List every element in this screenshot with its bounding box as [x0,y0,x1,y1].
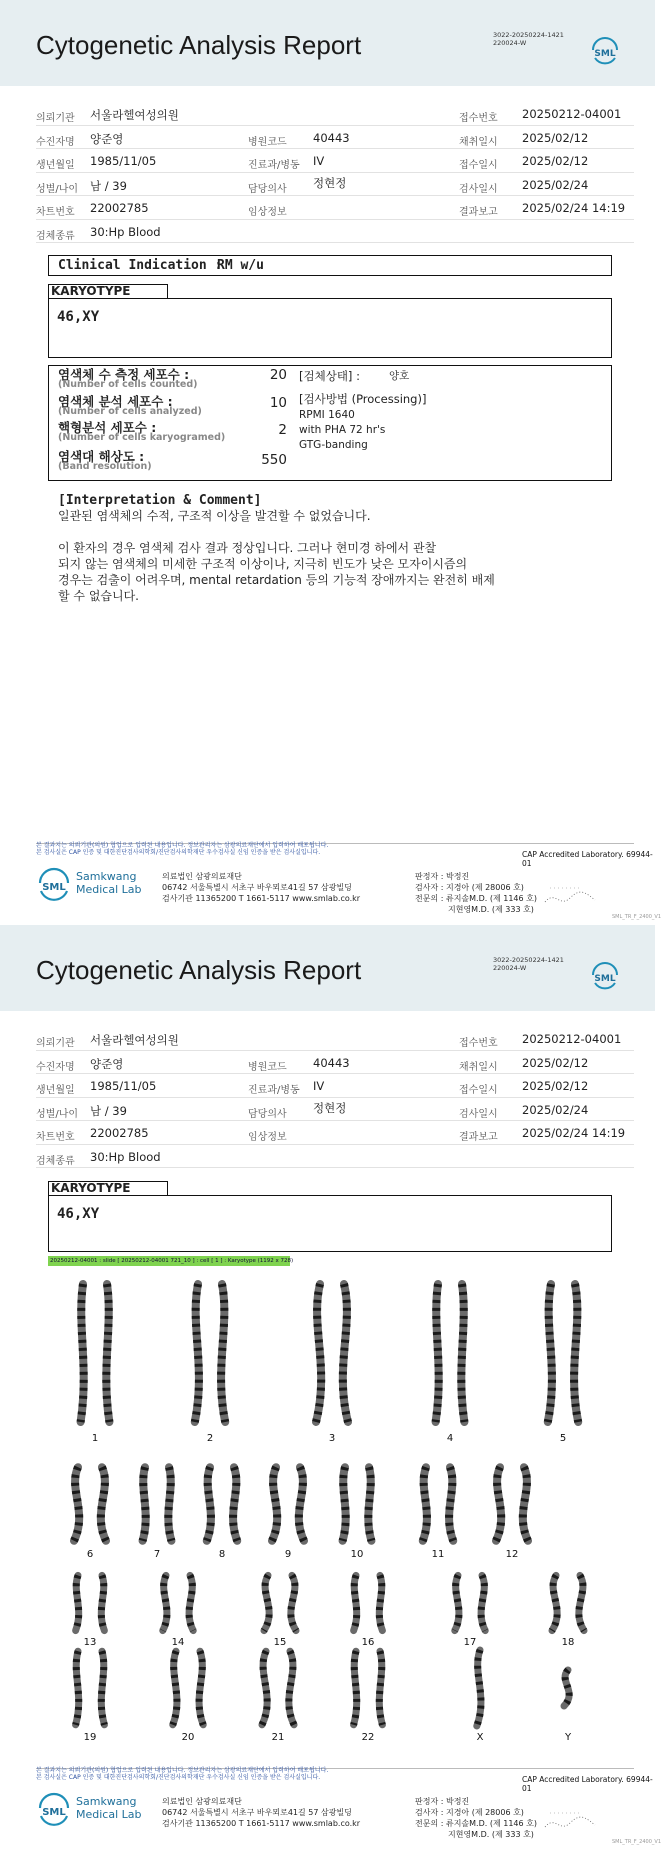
institution-label: 의뢰기관 [36,1038,75,1049]
info-row [36,126,634,150]
form-id: SML_TR_F_2400_V1 [612,1839,661,1845]
birth-label: 생년월일 [36,1085,75,1096]
specimen-value: 30:Hp Blood [90,1149,161,1164]
hospital-code-label: 병원코드 [248,1061,287,1073]
doctor-label: 담당의사 [248,1108,287,1120]
chromosome-pair-Y [538,1648,598,1728]
sex-age-label: 성별/나이 [36,183,79,195]
institution-label: 의뢰기관 [36,113,75,124]
dept-label: 진료과/병동 [248,1085,300,1096]
info-row [36,196,634,220]
chromosome-label: 10 [350,1549,364,1560]
result-label: 결과보고 [459,207,498,218]
chromosome-pair-5 [533,1278,593,1428]
dept-value: IV [313,1079,325,1093]
karyotype-label: KARYOTYPE [48,284,168,298]
report-title: Cytogenetic Analysis Report [36,955,362,985]
processing-label: [검사방법 (Processing)] [299,392,427,406]
chromosome-label: 18 [561,1637,575,1648]
report-title: Cytogenetic Analysis Report [36,30,362,60]
info-row [36,102,634,126]
receipt-value: 20250212-04001 [522,107,622,121]
patient-value: 양준영 [90,1056,124,1071]
collect-date-value: 2025/02/12 [522,1055,589,1070]
chromosome-label: 5 [559,1433,567,1444]
footer-specialist: 전문의 : 류지솔M.D. (제 1146 호) [415,1819,537,1828]
collect-date-value: 2025/02/12 [522,130,589,145]
report-code-line: 3022-20250224-1421 [493,31,564,39]
chart-value: 22002785 [90,1126,149,1140]
band-resolution-sublabel: (Band resolution) [58,461,152,472]
chromosome-pair-22 [338,1648,398,1728]
chromosome-label: X [476,1732,484,1743]
footer-org: 의료법인 삼광의료재단 [162,872,242,881]
interpretation-label: [Interpretation & Comment] [58,493,262,508]
chromosome-label: 6 [86,1549,94,1560]
svg-text:SML: SML [594,49,616,59]
report-page-2 [0,925,661,1850]
birth-value: 1985/11/05 [90,154,157,168]
receive-date-label: 접수일시 [459,160,498,171]
report-code [493,956,564,972]
chromosome-pair-2 [180,1278,240,1428]
chromosome-pair-15 [250,1573,310,1633]
info-row [36,1121,634,1145]
cap-accreditation: CAP Accredited Laboratory. 69944-01 [522,1775,653,1793]
samkwang-name [76,1795,142,1821]
footer-inspector: 검사자 : 지경아 (제 28006 호) [415,883,524,892]
chromosome-pair-17 [440,1573,500,1633]
footer-note: 본 검사실은 CAP 인증 및 대한진단검사의학회/진단검사의학재단 우수검사실 신임 인증을 받은 검사실입니다. [36,849,321,856]
chromosome-label: 3 [328,1433,336,1444]
info-row [36,1074,634,1098]
interpretation-line: 경우는 검출이 어려우며, mental retardation 등의 기능적 장애까지는 완전히 배제 [58,573,495,587]
receive-date-value: 2025/02/12 [522,1079,589,1093]
chromosome-label: 15 [273,1637,287,1648]
chromosome-pair-21 [248,1648,308,1728]
birth-label: 생년월일 [36,160,75,171]
result-value: 2025/02/24 14:19 [522,201,626,215]
chromosome-pair-14 [148,1573,208,1633]
sex-age-label: 성별/나이 [36,1108,79,1120]
footer-contact: 검사기관 11365200 T 1661-5117 www.smlab.co.kr [162,894,361,903]
sex-age-value: 남 / 39 [90,1103,127,1118]
chart-value: 22002785 [90,201,149,215]
specimen-label: 검체종류 [36,230,75,242]
interpretation-line: 이 환자의 경우 염색체 검사 결과 정상입니다. 그러나 현미경 하에서 관찰 [58,541,437,555]
chromosome-pair-12 [482,1464,542,1544]
footer-specialist: 지현영M.D. (제 333 호) [448,1830,534,1839]
chromosome-pair-8 [192,1464,252,1544]
processing-line: with PHA 72 hr's [299,424,386,436]
hospital-code-value: 40443 [313,1055,350,1070]
cells-analyzed-sublabel: (Number of cells analyzed) [58,406,202,417]
birth-value: 1985/11/05 [90,1079,157,1093]
chromosome-pair-20 [158,1648,218,1728]
clinical-label: 임상정보 [248,207,287,218]
chromosome-pair-11 [408,1464,468,1544]
footer-contact: 검사기관 11365200 T 1661-5117 www.smlab.co.kr [162,1819,361,1828]
status-value: 양호 [389,370,410,382]
samkwang-logo-icon [36,867,72,903]
band-resolution-value: 550 [261,452,287,468]
chromosome-label: 9 [284,1549,292,1560]
status-label: [검체상태] : [299,369,360,383]
result-label: 결과보고 [459,1132,498,1143]
footer-inspector: 검사자 : 지경아 (제 28006 호) [415,1808,524,1817]
chromosome-pair-9 [258,1464,318,1544]
chromosome-pair-1 [65,1278,125,1428]
receive-date-label: 접수일시 [459,1085,498,1096]
test-date-value: 2025/02/24 [522,177,589,192]
interpretation-line: 일관된 염색체의 수적, 구조적 이상을 발견할 수 없었습니다. [58,509,371,523]
chromosome-pair-19 [60,1648,120,1728]
svg-text:SML: SML [42,1807,66,1818]
chromosome-pair-10 [327,1464,387,1544]
result-value: 2025/02/24 14:19 [522,1126,626,1140]
interpretation-line: 되지 않는 염색체의 미세한 구조적 이상이나, 지극히 빈도가 낮은 모자이시즘의 [58,557,468,571]
chromosome-label: 2 [206,1433,214,1444]
samkwang-logo-icon [36,1792,72,1828]
chromosome-pair-4 [420,1278,480,1428]
patient-label: 수진자명 [36,136,75,148]
karyotype-label: KARYOTYPE [48,1181,168,1195]
chromosome-label: 8 [218,1549,226,1560]
footer-specialist: 지현영M.D. (제 333 호) [448,905,534,914]
footer-note: 본 검사실은 CAP 인증 및 대한진단검사의학회/진단검사의학재단 우수검사실 신임 인증을 받은 검사실입니다. [36,1774,321,1781]
chromosome-pair-6 [60,1464,120,1544]
report-code-line: 220024-W [493,39,527,47]
band-resolution-label: 염색대 해상도 : [58,449,145,464]
test-date-value: 2025/02/24 [522,1102,589,1117]
sml-logo-icon [589,36,621,68]
specimen-label: 검체종류 [36,1155,75,1167]
chromosome-pair-13 [60,1573,120,1633]
institution-value: 서울라헬여성의원 [90,1033,179,1047]
cells-counted-label: 염색체 수 측정 세포수 : [58,367,190,382]
clinical-indication-value: RM w/u [217,258,264,273]
dept-label: 진료과/병동 [248,160,300,171]
company-name-line: Medical Lab [76,1808,142,1821]
info-row [36,149,634,173]
patient-info [36,102,634,243]
processing-line: GTG-banding [299,439,368,451]
footer-note: 본 결과지는 의뢰기관(의원) 협업으로 입력된 내용입니다. 정보관리자는 삼광의료재단에서 입력하여 배포됩니다. [36,1767,329,1774]
chromosome-label: 1 [91,1433,99,1444]
info-row [36,1145,634,1169]
receipt-value: 20250212-04001 [522,1032,622,1046]
clinical-indication-label: Clinical Indication : [58,258,223,273]
cells-analyzed-value: 10 [269,395,287,411]
karyotype-box [48,298,612,358]
chromosome-label: Y [564,1732,572,1743]
chart-label: 차트번호 [36,207,75,218]
sml-logo-icon [589,961,621,993]
chromosome-label: 11 [431,1549,445,1560]
receive-date-value: 2025/02/12 [522,154,589,168]
report-header [0,0,655,86]
cells-counted-value: 20 [269,367,287,383]
info-row [36,220,634,244]
chromosome-label: 4 [446,1433,454,1444]
footer-specialist: 전문의 : 류지솔M.D. (제 1146 호) [415,894,537,903]
chromosome-label: 22 [361,1732,375,1743]
test-date-label: 검사일시 [459,1108,498,1120]
patient-info [36,1027,634,1168]
chart-label: 차트번호 [36,1132,75,1143]
karyogram-image [40,1268,620,1743]
cap-accreditation: CAP Accredited Laboratory. 69944-01 [522,850,653,868]
hospital-code-label: 병원코드 [248,136,287,148]
dept-value: IV [313,154,325,168]
chromosome-pair-3 [302,1278,362,1428]
doctor-label: 담당의사 [248,183,287,195]
report-code [493,31,564,47]
footer-technician: 판정자 : 박정진 [415,872,470,881]
chromosome-label: 13 [83,1637,97,1648]
interpretation-line: 할 수 없습니다. [58,589,139,603]
info-row [36,173,634,197]
info-row [36,1051,634,1075]
patient-value: 양준영 [90,131,124,146]
chromosome-label: 21 [271,1732,285,1743]
cells-analyzed-label: 염색체 분석 세포수 : [58,394,173,409]
karyotype-value: 46,XY [57,1206,100,1222]
receipt-label: 접수번호 [459,113,498,124]
karyogram-caption: 20250212-04001 : slide [ 20250212-04001 721_10 ] : cell [ 1 ] : Karyotype (1192 x 728) [50,1258,294,1264]
info-row [36,1098,634,1122]
hospital-code-value: 40443 [313,130,350,145]
chromosome-label: 16 [361,1637,375,1648]
cells-counted-sublabel: (Number of cells counted) [58,379,198,390]
cells-karyogramed-sublabel: (Number of cells karyogramed) [58,432,226,443]
stats-box [48,365,612,481]
sex-age-value: 남 / 39 [90,178,127,193]
chromosome-label: 12 [505,1549,519,1560]
company-name-line: Samkwang [76,1795,137,1808]
institution-value: 서울라헬여성의원 [90,108,179,122]
footer-address: 06742 서울특별시 서초구 바우뫼로41길 57 삼광빌딩 [162,883,352,892]
signature-icon [540,1805,600,1835]
cells-karyogramed-label: 핵형분석 세포수 : [58,420,157,435]
info-row [36,1027,634,1051]
processing-line: RPMI 1640 [299,409,355,421]
collect-date-label: 채취일시 [459,136,498,148]
test-date-label: 검사일시 [459,183,498,195]
chromosome-pair-7 [127,1464,187,1544]
chromosome-label: 17 [463,1637,477,1648]
svg-text:SML: SML [42,882,66,893]
clinical-indication-box [48,255,612,276]
cells-karyogramed-value: 2 [278,422,287,438]
report-header [0,925,655,1011]
receipt-label: 접수번호 [459,1038,498,1049]
form-id: SML_TR_F_2400_V1 [612,914,661,920]
collect-date-label: 채취일시 [459,1061,498,1073]
chromosome-label: 14 [171,1637,185,1648]
samkwang-name [76,870,142,896]
patient-label: 수진자명 [36,1061,75,1073]
karyotype-value: 46,XY [57,309,100,325]
doctor-value: 정현정 [313,175,347,190]
svg-text:SML: SML [594,974,616,984]
specimen-value: 30:Hp Blood [90,224,161,239]
report-code-line: 3022-20250224-1421 [493,956,564,964]
report-code-line: 220024-W [493,964,527,972]
chromosome-pair-X [450,1648,510,1728]
chromosome-pair-18 [538,1573,598,1633]
company-name-line: Medical Lab [76,883,142,896]
chromosome-pair-16 [338,1573,398,1633]
doctor-value: 정현정 [313,1100,347,1115]
footer-technician: 판정자 : 박정진 [415,1797,470,1806]
footer-address: 06742 서울특별시 서초구 바우뫼로41길 57 삼광빌딩 [162,1808,352,1817]
karyotype-box [48,1195,612,1252]
chromosome-label: 19 [83,1732,97,1743]
chromosome-label: 7 [153,1549,161,1560]
clinical-label: 임상정보 [248,1132,287,1143]
company-name-line: Samkwang [76,870,137,883]
chromosome-label: 20 [181,1732,195,1743]
footer-note: 본 결과지는 의뢰기관(의원) 협업으로 입력된 내용입니다. 정보관리자는 삼광의료재단에서 입력하여 배포됩니다. [36,842,329,849]
signature-icon [540,880,600,910]
footer-org: 의료법인 삼광의료재단 [162,1797,242,1806]
